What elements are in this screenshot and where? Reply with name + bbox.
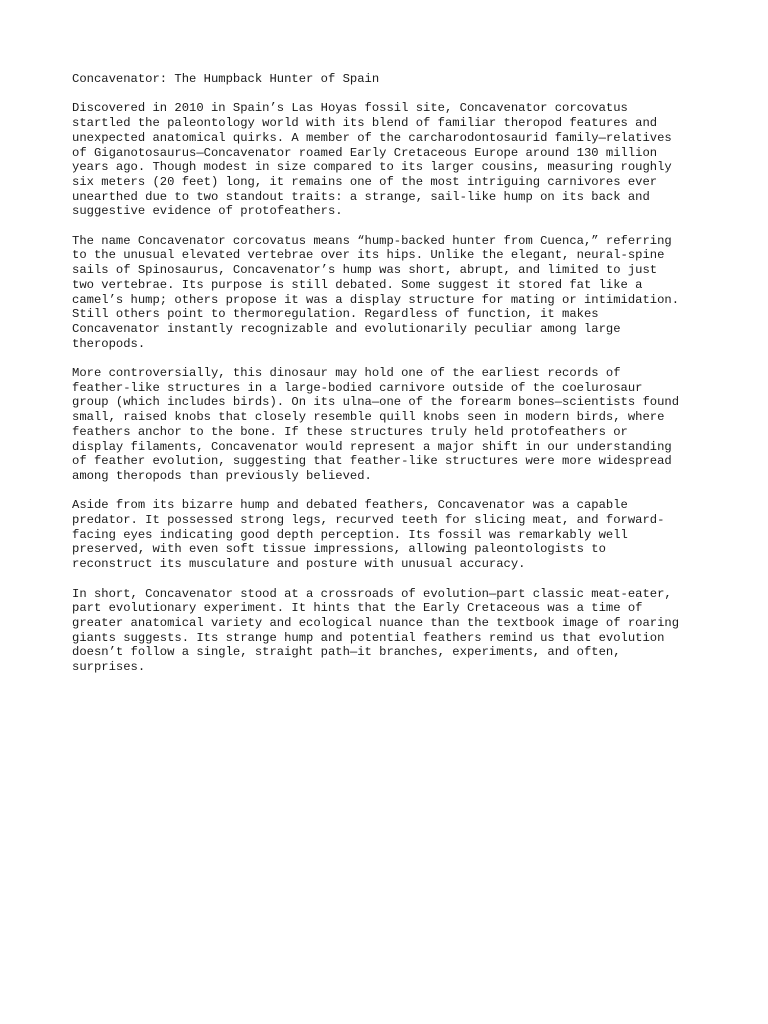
text-line: feathers anchor to the bone. If these structures truly held protofeathers or: [72, 424, 628, 439]
text-line: startled the paleontology world with its blend of familiar theropod features and: [72, 116, 658, 131]
text-line: unexpected anatomical quirks. A member of the carcharodontosaurid family—relatives: [72, 130, 672, 145]
text-line: suggestive evidence of protofeathers.: [72, 204, 343, 219]
text-line: part evolutionary experiment. It hints that the Early Cretaceous was a time of: [72, 601, 643, 616]
paragraph: [72, 234, 702, 352]
text-line: In short, Concavenator stood at a crossroads of evolution—part classic meat-eater,: [72, 586, 672, 601]
text-line: of Giganotosaurus—Concavenator roamed Early Cretaceous Europe around 130 million: [72, 145, 658, 160]
text-line: years ago. Though modest in size compared to its larger cousins, measuring roughly: [72, 160, 672, 175]
text-line: predator. It possessed strong legs, recurved teeth for slicing meat, and forward-: [72, 513, 665, 528]
text-line: reconstruct its musculature and posture with unusual accuracy.: [72, 557, 526, 572]
text-line: doesn’t follow a single, straight path—it branches, experiments, and often,: [72, 645, 621, 660]
document-title: Concavenator: The Humpback Hunter of Spain: [72, 72, 380, 86]
paragraph: [72, 101, 702, 219]
text-line: preserved, with even soft tissue impressions, allowing paleontologists to: [72, 542, 606, 557]
text-line: group (which includes birds). On its ulna—one of the forearm bones—scientists found: [72, 395, 680, 410]
text-line: giants suggests. Its strange hump and potential feathers remind us that evolution: [72, 630, 665, 645]
text-line: The name Concavenator corcovatus means “hump-backed hunter from Cuenca,” referring: [72, 233, 672, 248]
text-line: among theropods than previously believed.: [72, 468, 372, 483]
text-line: facing eyes indicating good depth perception. Its fossil was remarkably well: [72, 527, 628, 542]
text-line: theropods.: [72, 336, 146, 351]
text-line: Aside from its bizarre hump and debated feathers, Concavenator was a capable: [72, 498, 628, 513]
text-line: Concavenator instantly recognizable and evolutionarily peculiar among large: [72, 321, 621, 336]
text-line: sails of Spinosaurus, Concavenator’s hump was short, abrupt, and limited to just: [72, 263, 658, 278]
paragraph: [72, 366, 702, 484]
text-line: surprises.: [72, 660, 146, 675]
text-line: unearthed due to two standout traits: a strange, sail-like hump on its back and: [72, 189, 650, 204]
text-line: Discovered in 2010 in Spain’s Las Hoyas fossil site, Concavenator corcovatus: [72, 101, 628, 116]
paragraph: [72, 498, 702, 572]
document-page: [72, 72, 702, 689]
text-line: greater anatomical variety and ecological nuance than the textbook image of roaring: [72, 615, 680, 630]
text-line: two vertebrae. Its purpose is still debated. Some suggest it stored fat like a: [72, 277, 643, 292]
document-body: [72, 101, 702, 674]
text-line: camel’s hump; others propose it was a display structure for mating or intimidation.: [72, 292, 680, 307]
text-line: feather-like structures in a large-bodied carnivore outside of the coelurosaur: [72, 380, 643, 395]
text-line: to the unusual elevated vertebrae over its hips. Unlike the elegant, neural-spine: [72, 248, 665, 263]
text-line: display filaments, Concavenator would represent a major shift in our understanding: [72, 439, 672, 454]
text-line: small, raised knobs that closely resemble quill knobs seen in modern birds, where: [72, 410, 665, 425]
text-line: Still others point to thermoregulation. Regardless of function, it makes: [72, 307, 599, 322]
paragraph: [72, 587, 702, 675]
text-line: six meters (20 feet) long, it remains one of the most intriguing carnivores ever: [72, 174, 658, 189]
text-line: More controversially, this dinosaur may hold one of the earliest records of: [72, 366, 621, 381]
text-line: of feather evolution, suggesting that feather-like structures were more widespread: [72, 454, 672, 469]
